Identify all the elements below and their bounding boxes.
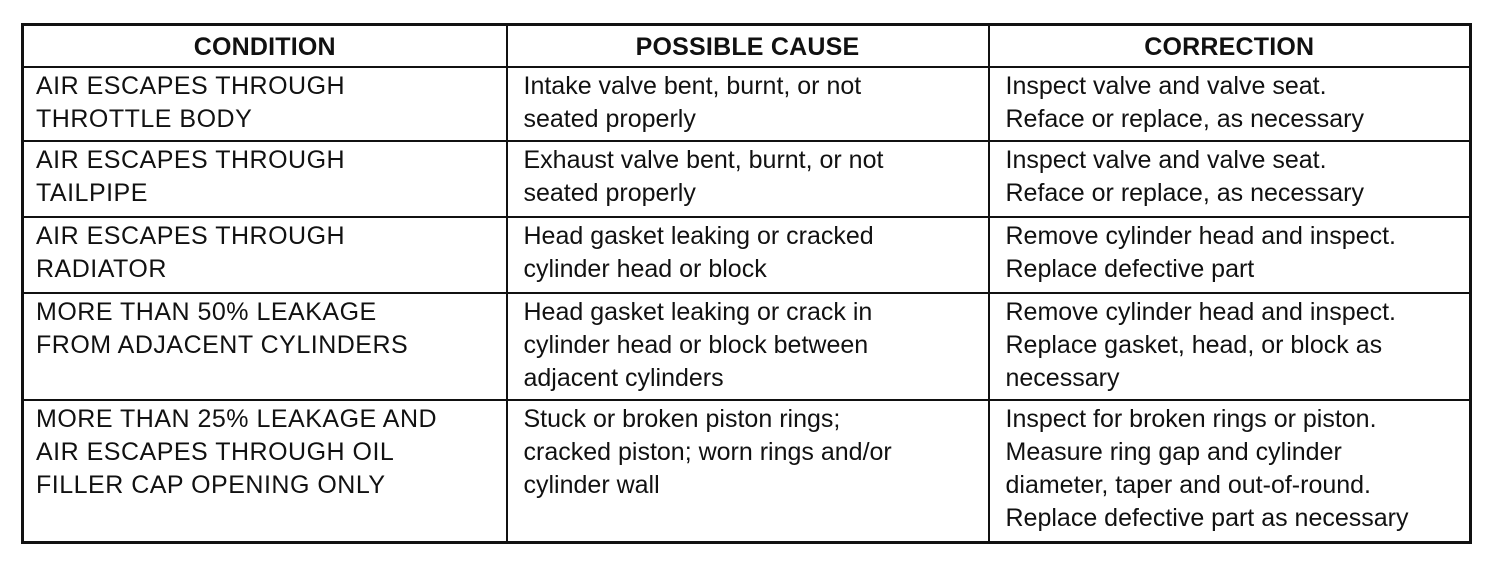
correction-line: Replace gasket, head, or block as xyxy=(1005,331,1383,359)
cause-cell xyxy=(507,217,989,293)
condition-line: THROTTLE BODY xyxy=(36,105,253,133)
condition-line: AIR ESCAPES THROUGH xyxy=(36,222,346,250)
correction-line: Remove cylinder head and inspect. xyxy=(1005,222,1397,250)
correction-line: Inspect valve and valve seat. xyxy=(1005,72,1327,100)
condition-line: FROM ADJACENT CYLINDERS xyxy=(36,331,409,359)
condition-line: RADIATOR xyxy=(36,255,167,283)
cause-line: Head gasket leaking or cracked xyxy=(523,222,874,250)
correction-line: Reface or replace, as necessary xyxy=(1005,105,1365,133)
header-possible-cause: POSSIBLE CAUSE xyxy=(507,25,989,68)
condition-line: MORE THAN 50% LEAKAGE xyxy=(36,298,377,326)
header-row xyxy=(23,25,1471,68)
correction-cell xyxy=(989,400,1471,543)
condition-cell xyxy=(23,217,507,293)
condition-cell xyxy=(23,67,507,141)
table-row xyxy=(23,67,1471,141)
correction-cell xyxy=(989,217,1471,293)
correction-line: Inspect for broken rings or piston. xyxy=(1005,405,1377,433)
cause-line: cylinder wall xyxy=(523,471,660,499)
correction-line: Replace defective part as necessary xyxy=(1005,504,1409,532)
cause-cell xyxy=(507,400,989,543)
cause-cell xyxy=(507,293,989,400)
table-row xyxy=(23,400,1471,543)
cause-line: cylinder head or block xyxy=(523,255,767,283)
condition-line: AIR ESCAPES THROUGH xyxy=(36,72,346,100)
cause-line: cracked piston; worn rings and/or xyxy=(523,438,892,466)
correction-line: Measure ring gap and cylinder xyxy=(1005,438,1342,466)
condition-line: FILLER CAP OPENING ONLY xyxy=(36,471,386,499)
correction-line: Replace defective part xyxy=(1005,255,1255,283)
correction-cell xyxy=(989,141,1471,217)
header-correction: CORRECTION xyxy=(989,25,1471,68)
condition-line: AIR ESCAPES THROUGH xyxy=(36,146,346,174)
cause-line: adjacent cylinders xyxy=(523,364,724,392)
table-row xyxy=(23,293,1471,400)
table-row xyxy=(23,217,1471,293)
cause-line: Intake valve bent, burnt, or not xyxy=(523,72,862,100)
correction-cell xyxy=(989,67,1471,141)
cause-cell xyxy=(507,67,989,141)
condition-cell xyxy=(23,400,507,543)
correction-line: diameter, taper and out-of-round. xyxy=(1005,471,1372,499)
correction-line: Remove cylinder head and inspect. xyxy=(1005,298,1397,326)
cause-line: Exhaust valve bent, burnt, or not xyxy=(523,146,884,174)
condition-cell xyxy=(23,293,507,400)
cause-line: Head gasket leaking or crack in xyxy=(523,298,873,326)
cause-line: Stuck or broken piston rings; xyxy=(523,405,841,433)
correction-cell xyxy=(989,293,1471,400)
table-row xyxy=(23,141,1471,217)
correction-line: necessary xyxy=(1005,364,1120,392)
correction-line: Reface or replace, as necessary xyxy=(1005,179,1365,207)
correction-line: Inspect valve and valve seat. xyxy=(1005,146,1327,174)
header-condition: CONDITION xyxy=(23,25,507,68)
cause-line: cylinder head or block between xyxy=(523,331,869,359)
condition-line: MORE THAN 25% LEAKAGE AND xyxy=(36,405,438,433)
condition-line: AIR ESCAPES THROUGH OIL xyxy=(36,438,395,466)
condition-cell xyxy=(23,141,507,217)
condition-line: TAILPIPE xyxy=(36,179,148,207)
cause-line: seated properly xyxy=(523,179,696,207)
cause-cell xyxy=(507,141,989,217)
diagnosis-table xyxy=(21,23,1472,544)
cause-line: seated properly xyxy=(523,105,696,133)
